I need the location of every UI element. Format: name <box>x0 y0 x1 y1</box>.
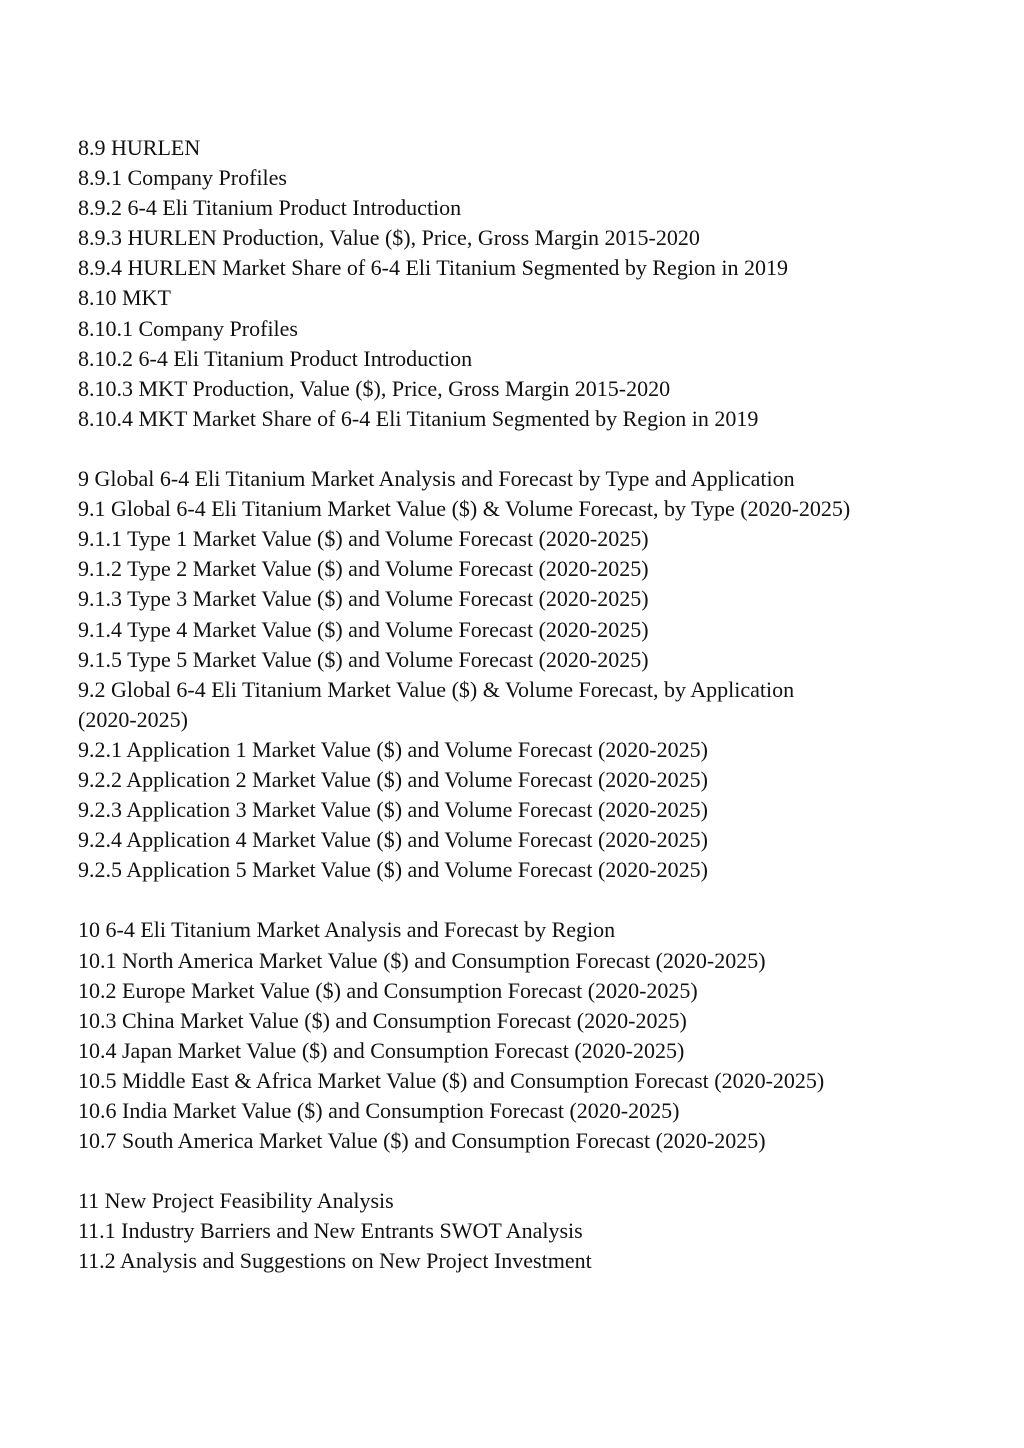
document-page <box>78 133 978 1277</box>
toc-line: 10.1 North America Market Value ($) and Consumption Forecast (2020-2025) <box>78 947 766 973</box>
toc-line: 9.1.3 Type 3 Market Value ($) and Volume Forecast (2020-2025) <box>78 586 649 612</box>
toc-section-11 <box>78 1186 978 1276</box>
toc-line: 9.2.3 Application 3 Market Value ($) and Volume Forecast (2020-2025) <box>78 797 708 823</box>
toc-line: 8.10.1 Company Profiles <box>78 315 298 341</box>
toc-section-8-9-8-10 <box>78 133 978 434</box>
toc-line: 10.2 Europe Market Value ($) and Consumption Forecast (2020-2025) <box>78 977 698 1003</box>
section-spacer <box>78 1156 978 1186</box>
toc-line: 9.2.5 Application 5 Market Value ($) and Volume Forecast (2020-2025) <box>78 857 708 883</box>
toc-line: 9.2.2 Application 2 Market Value ($) and Volume Forecast (2020-2025) <box>78 766 708 792</box>
toc-line: 9.1 Global 6-4 Eli Titanium Market Value ($) & Volume Forecast, by Type (2020-2025) <box>78 496 851 522</box>
toc-line: 10.5 Middle East & Africa Market Value ($) and Consumption Forecast (2020-2025) <box>78 1067 825 1093</box>
toc-line: 9.1.4 Type 4 Market Value ($) and Volume Forecast (2020-2025) <box>78 616 649 642</box>
toc-line: 11 New Project Feasibility Analysis <box>78 1188 394 1214</box>
toc-line: 8.10.3 MKT Production, Value ($), Price, Gross Margin 2015-2020 <box>78 375 671 401</box>
toc-line: 11.1 Industry Barriers and New Entrants SWOT Analysis <box>78 1218 583 1244</box>
toc-line: 9 Global 6-4 Eli Titanium Market Analysis and Forecast by Type and Application <box>78 466 795 492</box>
toc-line: 11.2 Analysis and Suggestions on New Project Investment <box>78 1248 592 1274</box>
toc-line: 9.1.5 Type 5 Market Value ($) and Volume Forecast (2020-2025) <box>78 646 649 672</box>
toc-line: 9.1.1 Type 1 Market Value ($) and Volume Forecast (2020-2025) <box>78 526 649 552</box>
toc-line: 9.2.4 Application 4 Market Value ($) and Volume Forecast (2020-2025) <box>78 827 708 853</box>
toc-line: 8.9.2 6-4 Eli Titanium Product Introduction <box>78 195 462 221</box>
toc-line: 8.9.3 HURLEN Production, Value ($), Price, Gross Margin 2015-2020 <box>78 225 700 251</box>
toc-line: 8.9.1 Company Profiles <box>78 165 287 191</box>
toc-line: 8.9 HURLEN <box>78 135 201 160</box>
toc-line: 9.2 Global 6-4 Eli Titanium Market Value ($) & Volume Forecast, by Application <box>78 676 795 702</box>
toc-line: 10.4 Japan Market Value ($) and Consumption Forecast (2020-2025) <box>78 1037 685 1063</box>
toc-line: 10.7 South America Market Value ($) and Consumption Forecast (2020-2025) <box>78 1128 766 1154</box>
toc-line: 10.6 India Market Value ($) and Consumption Forecast (2020-2025) <box>78 1098 680 1123</box>
toc-section-10 <box>78 915 978 1156</box>
toc-line: 8.9.4 HURLEN Market Share of 6-4 Eli Titanium Segmented by Region in 2019 <box>78 255 789 281</box>
toc-line: 8.10 MKT <box>78 285 171 311</box>
toc-line: 10 6-4 Eli Titanium Market Analysis and Forecast by Region <box>78 917 616 943</box>
toc-line: (2020-2025) <box>78 706 188 732</box>
toc-section-9 <box>78 464 978 885</box>
toc-line: 10.3 China Market Value ($) and Consumption Forecast (2020-2025) <box>78 1007 687 1033</box>
toc-line: 9.2.1 Application 1 Market Value ($) and Volume Forecast (2020-2025) <box>78 736 708 762</box>
section-spacer <box>78 885 978 915</box>
toc-line: 8.10.4 MKT Market Share of 6-4 Eli Titanium Segmented by Region in 2019 <box>78 405 759 431</box>
toc-line: 9.1.2 Type 2 Market Value ($) and Volume Forecast (2020-2025) <box>78 556 649 582</box>
section-spacer <box>78 434 978 464</box>
toc-line: 8.10.2 6-4 Eli Titanium Product Introduction <box>78 345 473 371</box>
